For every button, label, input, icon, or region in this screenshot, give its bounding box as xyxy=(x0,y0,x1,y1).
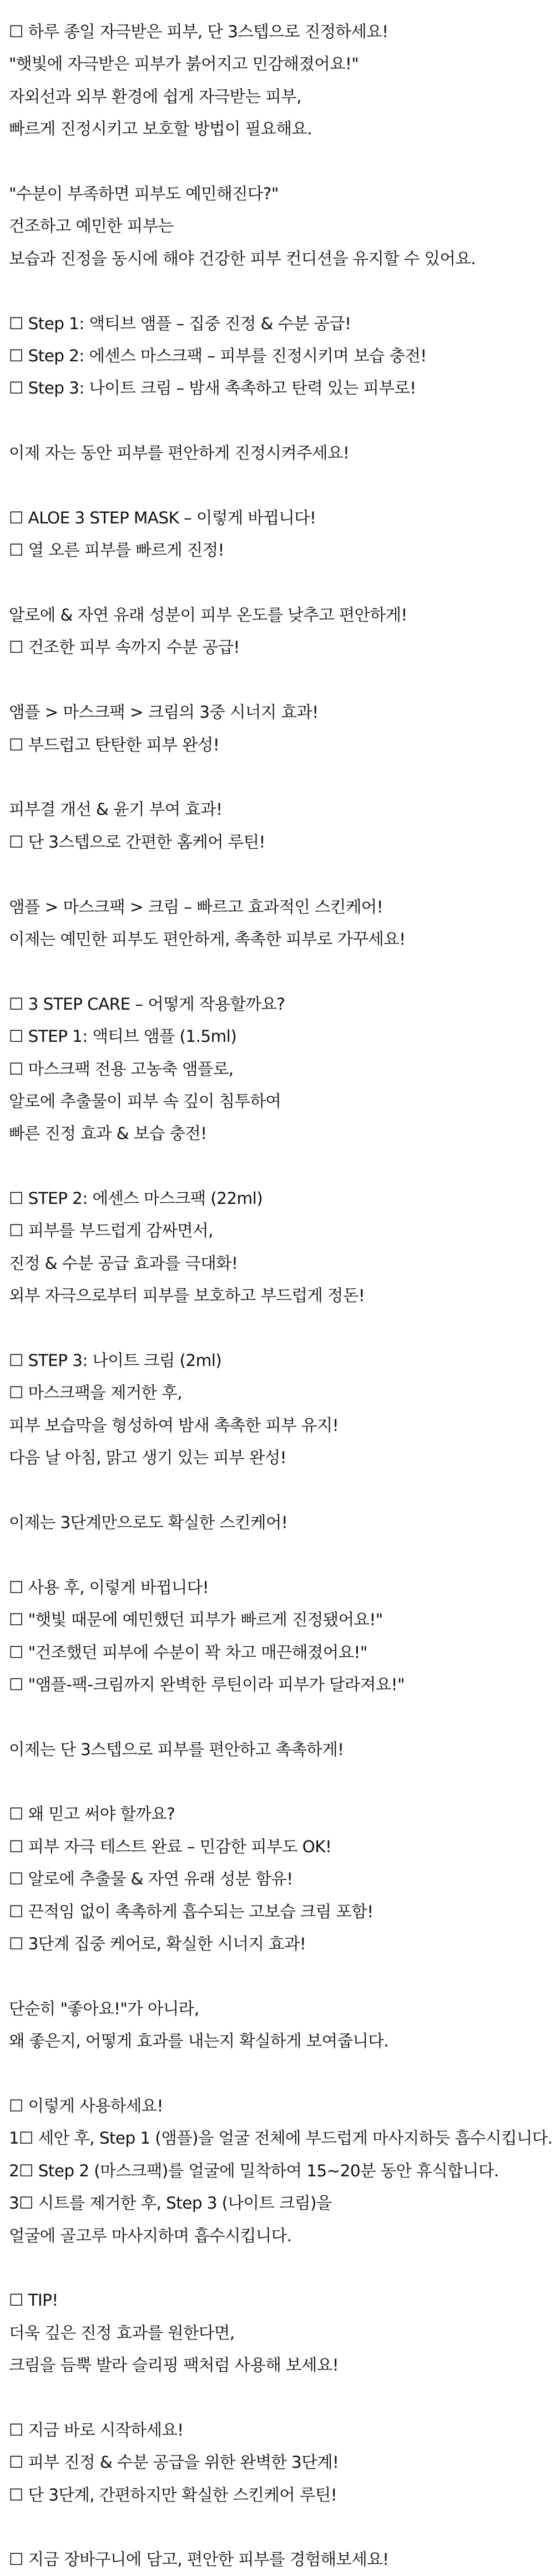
text-line: 다음 날 아침, 맑고 생기 있는 피부 완성! xyxy=(9,1448,286,1468)
text-line: 피부결 개선 & 윤기 부여 효과! xyxy=(9,800,223,819)
text-line: ☐ Step 3: 나이트 크림 – 밤새 촉촉하고 탄력 있는 피부로! xyxy=(9,379,416,398)
blank-line xyxy=(9,1150,555,1182)
text-line: 이제는 단 3스텝으로 피부를 편안하고 촉촉하게! xyxy=(9,1740,344,1759)
text-line: 더욱 깊은 진정 효과를 원한다면, xyxy=(9,2323,235,2342)
text-line: ☐ 왜 믿고 써야 할까요? xyxy=(9,1804,175,1824)
blank-line xyxy=(9,955,555,987)
text-line: ☐ 열 오른 피부를 빠르게 진정! xyxy=(9,541,224,560)
blank-line xyxy=(9,1701,555,1733)
blank-line xyxy=(9,761,555,793)
text-line: ☐ 지금 장바구니에 담고, 편안한 피부를 경험해보세요! xyxy=(9,2550,389,2569)
text-line: ☐ 단 3단계, 간편하지만 확실한 스킨케어 루틴! xyxy=(9,2485,337,2504)
text-line: 진정 & 수분 공급 효과를 극대화! xyxy=(9,1253,238,1273)
text-line: ☐ 피부 진정 & 수분 공급을 위한 완벽한 3단계! xyxy=(9,2453,339,2472)
blank-line xyxy=(9,405,555,437)
text-line: ☐ 건조한 피부 속까지 수분 공급! xyxy=(9,638,240,657)
text-line: ☐ 사용 후, 이렇게 바뀝니다! xyxy=(9,1577,209,1597)
blank-line xyxy=(9,2252,555,2284)
text-line: ☐ 피부 자극 테스트 완료 – 민감한 피부도 OK! xyxy=(9,1837,332,1856)
text-line: ☐ "앰플-팩-크림까지 완벽한 루틴이라 피부가 달라져요!" xyxy=(9,1675,405,1694)
text-line: ☐ 피부를 부드럽게 감싸면서, xyxy=(9,1221,213,1241)
text-line: 알로에 추출물이 피부 속 깊이 침투하여 xyxy=(9,1091,281,1111)
blank-line xyxy=(9,858,555,890)
text-line: ☐ 단 3스텝으로 간편한 홈케어 루틴! xyxy=(9,832,265,851)
text-line: 2☐ Step 2 (마스크팩)를 얼굴에 밀착하여 15~20분 동안 휴식합니다. xyxy=(9,2161,499,2180)
text-line: 이제는 3단계만으로도 확실한 스킨케어! xyxy=(9,1513,288,1532)
text-line: ☐ 알로에 추출물 & 자연 유래 성분 함유! xyxy=(9,1869,293,1889)
text-line: ☐ ALOE 3 STEP MASK – 이렇게 바뀝니다! xyxy=(9,508,316,527)
blank-line xyxy=(9,1312,555,1344)
text-line: ☐ STEP 3: 나이트 크림 (2ml) xyxy=(9,1351,222,1370)
blank-line xyxy=(9,1960,555,1992)
text-line: ☐ 이렇게 사용하세요! xyxy=(9,2096,163,2115)
text-line: 왜 좋은지, 어떻게 효과를 내는지 확실하게 보여줍니다. xyxy=(9,2031,389,2051)
blank-line xyxy=(9,1766,555,1798)
text-line: 이제 자는 동안 피부를 편안하게 진정시켜주세요! xyxy=(9,443,350,463)
blank-line xyxy=(9,275,555,307)
blank-line xyxy=(9,567,555,599)
blank-line xyxy=(9,2511,555,2543)
text-line: 빠른 진정 효과 & 보습 충전! xyxy=(9,1124,207,1143)
text-line: ☐ 3단계 집중 케어로, 확실한 시너지 효과! xyxy=(9,1934,306,1954)
blank-line xyxy=(9,145,555,178)
blank-line xyxy=(9,469,555,501)
text-line: ☐ STEP 1: 액티브 앰플 (1.5ml) xyxy=(9,1027,237,1046)
text-line: 이제는 예민한 피부도 편안하게, 촉촉한 피부로 가꾸세요! xyxy=(9,929,406,949)
text-line: 앰플 > 마스크팩 > 크림의 3중 시너지 효과! xyxy=(9,703,319,722)
text-line: ☐ 마스크팩 전용 고농축 앰플로, xyxy=(9,1059,234,1078)
text-line: 건조하고 예민한 피부는 xyxy=(9,216,174,236)
text-line: 빠르게 진정시키고 보호할 방법이 필요해요. xyxy=(9,119,312,139)
text-line: ☐ 끈적임 없이 촉촉하게 흡수되는 고보습 크림 포함! xyxy=(9,1902,374,1921)
text-line: 피부 보습막을 형성하여 밤새 촉촉한 피부 유지! xyxy=(9,1415,339,1435)
blank-line xyxy=(9,1539,555,1571)
text-line: ☐ 하루 종일 자극받은 피부, 단 3스텝으로 진정하세요! xyxy=(9,22,389,41)
text-line: 앰플 > 마스크팩 > 크림 – 빠르고 효과적인 스킨케어! xyxy=(9,897,383,916)
text-line: 알로에 & 자연 유래 성분이 피부 온도를 낮추고 편안하게! xyxy=(9,606,407,625)
text-line: ☐ STEP 2: 에센스 마스크팩 (22ml) xyxy=(9,1189,263,1208)
blank-line xyxy=(9,1474,555,1506)
text-line: 단순히 "좋아요!"가 아니라, xyxy=(9,1999,199,2018)
blank-line xyxy=(9,2382,555,2414)
text-line: ☐ 마스크팩을 제거한 후, xyxy=(9,1383,183,1403)
text-line: ☐ 3 STEP CARE – 어떻게 작용할까요? xyxy=(9,994,285,1014)
text-line: ☐ 지금 바로 시작하세요! xyxy=(9,2420,184,2439)
text-line: ☐ "햇빛 때문에 예민했던 피부가 빠르게 진정됐어요!" xyxy=(9,1610,383,1630)
text-line: 자외선과 외부 환경에 쉽게 자극받는 피부, xyxy=(9,87,301,106)
text-line: 3☐ 시트를 제거한 후, Step 3 (나이트 크림)을 xyxy=(9,2194,332,2213)
text-line: 크림을 듬뿍 발라 슬리핑 팩처럼 사용해 보세요! xyxy=(9,2356,339,2375)
text-line: 보습과 진정을 동시에 해야 건강한 피부 컨디션을 유지할 수 있어요. xyxy=(9,249,476,268)
text-line: ☐ TIP! xyxy=(9,2291,58,2310)
text-line: "수분이 부족하면 피부도 예민해진다?" xyxy=(9,184,279,203)
text-line: ☐ 부드럽고 탄탄한 피부 완성! xyxy=(9,735,220,754)
blank-line xyxy=(9,664,555,696)
blank-line xyxy=(9,2058,555,2090)
text-line: ☐ Step 2: 에센스 마스크팩 – 피부를 진정시키며 보습 충전! xyxy=(9,346,427,365)
text-line: ☐ Step 1: 액티브 앰플 – 집중 진정 & 수분 공급! xyxy=(9,314,351,333)
text-line: ☐ "건조했던 피부에 수분이 꽉 차고 매끈해졌어요!" xyxy=(9,1642,367,1662)
text-line: 외부 자극으로부터 피부를 보호하고 부드럽게 정돈! xyxy=(9,1286,365,1305)
text-line: 1☐ 세안 후, Step 1 (앰플)을 얼굴 전체에 부드럽게 마사지하듯 흡수시킵니다. xyxy=(9,2129,553,2148)
text-line: 얼굴에 골고루 마사지하며 흡수시킵니다. xyxy=(9,2226,292,2245)
text-line: "햇빛에 자극받은 피부가 붉어지고 민감해졌어요!" xyxy=(9,54,359,74)
